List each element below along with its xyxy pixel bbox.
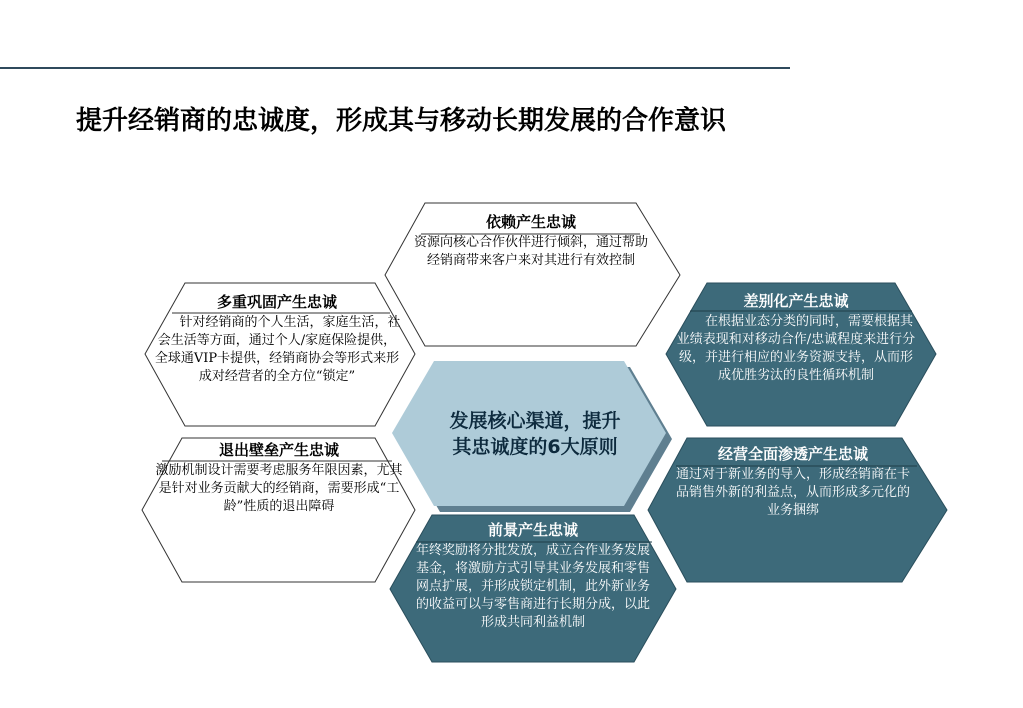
page-title: 提升经销商的忠诚度，形成其与移动长期发展的合作意识: [76, 106, 727, 136]
hex-bottom: [410, 520, 656, 632]
hex-right-bottom-title: 经营全面渗透产生忠诚: [717, 445, 868, 463]
hex-right-bottom: [673, 444, 913, 520]
hex-right-top-title: 差别化产生忠诚: [743, 292, 849, 310]
hex-left-bottom: [155, 440, 403, 516]
hex-bottom-body: 年终奖励将分批发放，成立合作业务发展基金，将激励方式引导其业务发展和零售网点扩展，并形成锁定机制，此外新业务的收益可以与零售商进行长期分成，以此形成共同利益机制: [415, 543, 650, 630]
hex-top-title: 依赖产生忠诚: [485, 213, 576, 231]
hex-top: [410, 212, 652, 270]
hex-right-top-body: 在根据业态分类的同时，需要根据其业绩表现和对移动合作/忠诚程度来进行分级，并进行相应的业务资源支持，从而形成优胜劣汰的良性循环机制: [676, 314, 916, 383]
hex-left-bottom-body: 激励机制设计需要考虑服务年限因素，尤其是针对业务贡献大的经销商，需要形成“工龄”性质的退出障碍: [155, 463, 403, 514]
hex-right-bottom-body: 通过对于新业务的导入，形成经销商在卡品销售外新的利益点，从而形成多元化的业务捆绑: [675, 467, 910, 518]
center-line-2: 其忠诚度的6大原则: [452, 436, 618, 458]
hex-left-bottom-title: 退出壁垒产生忠诚: [218, 441, 339, 459]
hex-right-top: [676, 291, 916, 385]
hex-left-top-body: 针对经销商的个人生活，家庭生活，社会生活等方面，通过个人/家庭保险提供，全球通VIP卡提供，经销商协会等形式来形成对经营者的全方位“锁定”: [154, 315, 401, 384]
hex-bottom-title: 前景产生忠诚: [487, 521, 578, 539]
hex-left-top: [153, 292, 401, 386]
hex-left-top-title: 多重巩固产生忠诚: [216, 293, 337, 311]
center-label: [415, 408, 655, 460]
hex-top-body: 资源向核心合作伙伴进行倾斜，通过帮助经销商带来客户来对其进行有效控制: [413, 235, 648, 268]
center-line-1: 发展核心渠道，提升: [449, 410, 621, 432]
